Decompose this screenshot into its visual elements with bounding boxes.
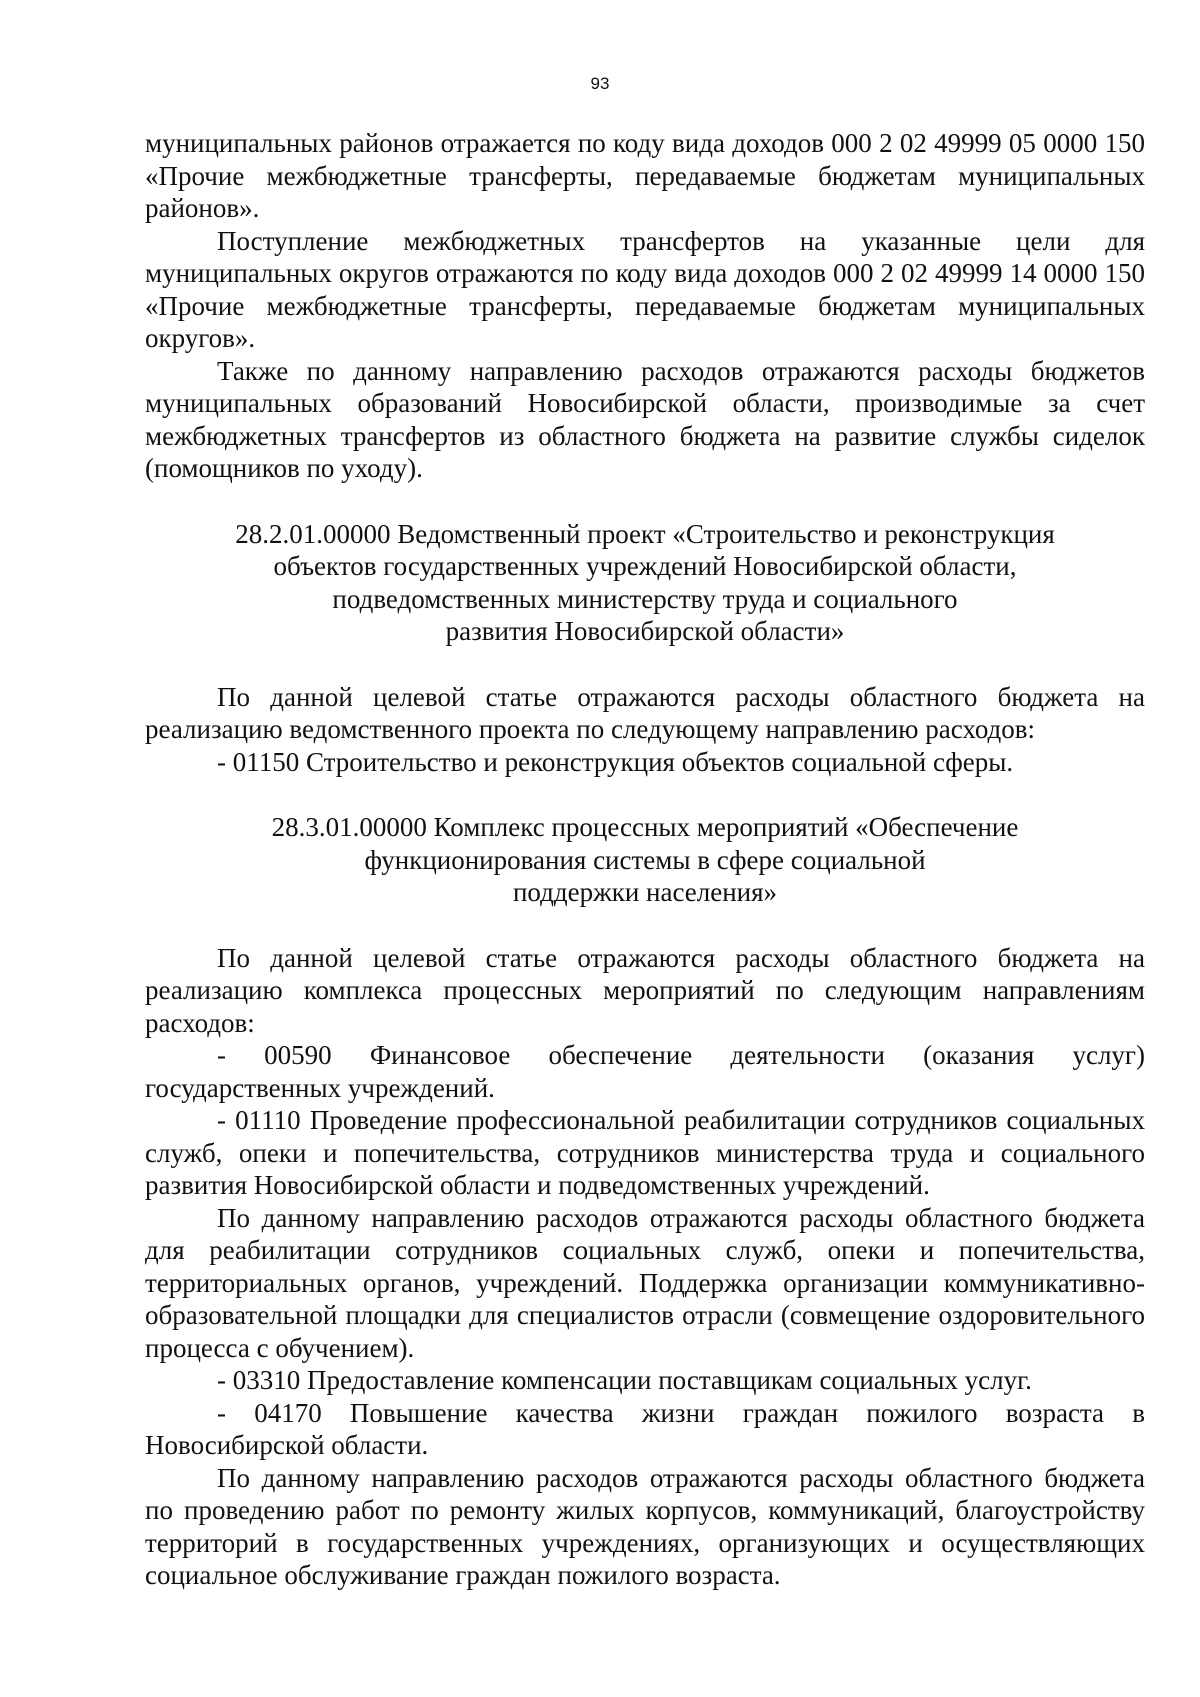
heading-line: объектов государственных учреждений Новосибирской области, bbox=[273, 551, 1017, 581]
paragraph-repair-works: По данному направлению расходов отражаются расходы областного бюджета по проведению работ по ремонту жилых корпусов, коммуникаций, благоустройству территорий в государственных учреждениях, организующих и осуществляющих социальное обслуживание граждан пожилого возраста. bbox=[145, 1462, 1145, 1590]
heading-line: подведомственных министерству труда и социального bbox=[332, 583, 958, 614]
paragraph-target-article-complex: По данной целевой статье отражаются расходы областного бюджета на реализацию комплекса процессных мероприятий по следующим направлениям расходов: bbox=[145, 942, 1145, 1038]
list-item-04170: - 04170 Повышение качества жизни граждан пожилого возраста в Новосибирской области. bbox=[145, 1397, 1145, 1460]
document-body bbox=[145, 127, 1145, 1592]
heading-line: 28.2.01.00000 Ведомственный проект «Строительство и реконструкция bbox=[235, 518, 1055, 549]
section-heading-28-2-01 bbox=[145, 518, 1145, 648]
paragraph-municipal-districts: Поступление межбюджетных трансфертов на указанные цели для муниципальных округов отражаются по коду вида доходов 000 2 02 49999 14 0000 150 «Прочие межбюджетные трансферты, передаваемые бюджетам муниципальных округов». bbox=[145, 225, 1145, 353]
heading-line: 28.3.01.00000 Комплекс процессных мероприятий «Обеспечение bbox=[271, 812, 1019, 842]
paragraph-rehabilitation: По данному направлению расходов отражаются расходы областного бюджета для реабилитации сотрудников социальных служб, опеки и попечительства, территориальных органов, учреждений. Поддержка организации коммуникативно-образовательной площадки для специалистов отрасли (совмещение оздоровительного процесса с обучением). bbox=[145, 1202, 1145, 1363]
list-item-01150: - 01150 Строительство и реконструкция объектов социальной сферы. bbox=[217, 746, 1014, 777]
heading-line: поддержки населения» bbox=[512, 877, 778, 907]
heading-line: развития Новосибирской области» bbox=[445, 616, 845, 646]
paragraph-caregivers-service: Также по данному направлению расходов отражаются расходы бюджетов муниципальных образований Новосибирской области, производимые за счет межбюджетных трансфертов из областного бюджета на развитие службы сиделок (помощников по уходу). bbox=[145, 355, 1145, 483]
paragraph-target-article-project: По данной целевой статье отражаются расходы областного бюджета на реализацию ведомственного проекта по следующему направлению расходов: bbox=[145, 681, 1145, 744]
heading-line: функционирования системы в сфере социальной bbox=[364, 844, 926, 875]
paragraph-continuation: муниципальных районов отражается по коду вида доходов 000 2 02 49999 05 0000 150 «Прочие межбюджетные трансферты, передаваемые бюджетам муниципальных районов». bbox=[145, 128, 1145, 223]
list-item-03310: - 03310 Предоставление компенсации поставщикам социальных услуг. bbox=[217, 1365, 1032, 1395]
page-number: 93 bbox=[590, 74, 610, 93]
section-heading-28-3-01 bbox=[145, 811, 1145, 909]
list-item-01110: - 01110 Проведение профессиональной реабилитации сотрудников социальных служб, опеки и попечительства, сотрудников министерства труда и социального развития Новосибирской области и подведомственных учреждений. bbox=[145, 1105, 1145, 1200]
list-item-00590: - 00590 Финансовое обеспечение деятельности (оказания услуг) государственных учреждений. bbox=[145, 1040, 1145, 1103]
